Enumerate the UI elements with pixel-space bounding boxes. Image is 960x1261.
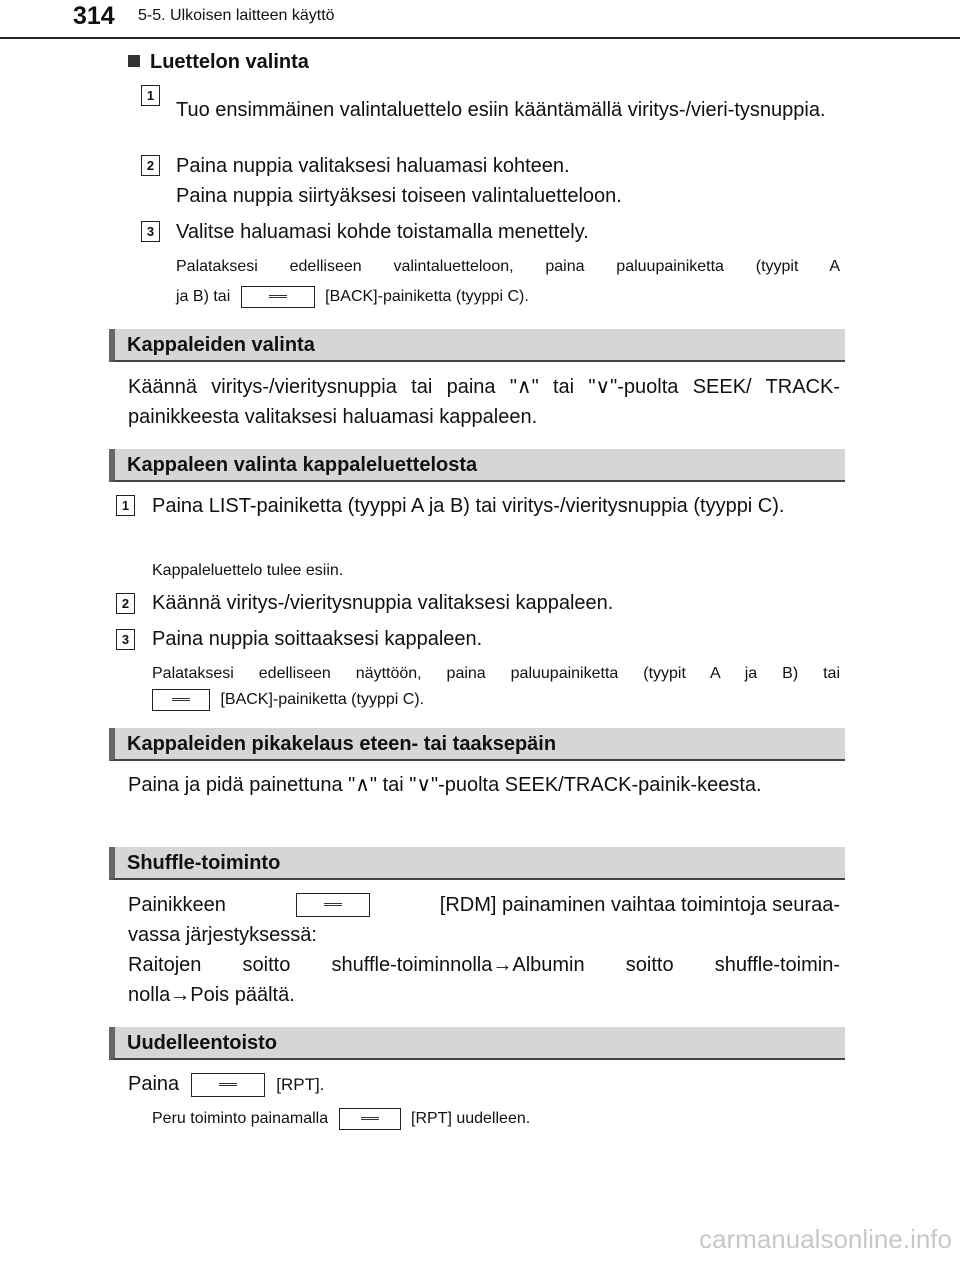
repeat-body: Paina [RPT]. bbox=[128, 1073, 325, 1095]
shuffle-line: Raitojen soitto shuffle-toiminnolla→Albumin soitto shuffle-toimin- bbox=[128, 954, 840, 976]
list-selection-heading: Luettelon valinta bbox=[128, 51, 309, 74]
step-text: Paina nuppia siirtyäksesi toiseen valintaluetteloon. bbox=[176, 185, 622, 207]
step-text: Paina LIST-painiketta (tyyppi A ja B) tai viritys-/vieritysnuppia (tyyppi C). bbox=[152, 495, 785, 517]
section-bar-track-list: Kappaleen valinta kappaleluettelosta bbox=[109, 449, 845, 482]
fast-forward-body: Paina ja pidä painettuna "∧" tai "∨"-puolta SEEK/TRACK-painik-keesta. bbox=[128, 774, 762, 796]
section-bar-repeat: Uudelleentoisto bbox=[109, 1027, 845, 1060]
step-badge: 2 bbox=[141, 155, 160, 176]
back-button-icon bbox=[241, 286, 315, 308]
section-bar-shuffle: Shuffle-toiminto bbox=[109, 847, 845, 880]
watermark: carmanualsonline.info bbox=[699, 1224, 952, 1254]
step-badge: 2 bbox=[116, 593, 135, 614]
back-button-icon bbox=[152, 689, 210, 711]
step-badge: 3 bbox=[141, 221, 160, 242]
section-bar-fast-forward: Kappaleiden pikakelaus eteen- tai taaksepäin bbox=[109, 728, 845, 761]
section-bar-track-selection: Kappaleiden valinta bbox=[109, 329, 845, 362]
shuffle-line: vassa järjestyksessä: bbox=[128, 924, 317, 946]
step-badge: 1 bbox=[141, 85, 160, 106]
rdm-button-icon bbox=[296, 893, 370, 917]
track-selection-body: Käännä viritys-/vieritysnuppia tai paina "∧" tai "∨"-puolta SEEK/ TRACK-painikkeesta valitaksesi haluamasi kappaleen. bbox=[128, 376, 840, 428]
step-text: Paina nuppia valitaksesi haluamasi kohteen. bbox=[176, 155, 570, 177]
header-divider bbox=[0, 37, 960, 39]
step-text: Valitse haluamasi kohde toistamalla menettely. bbox=[176, 221, 589, 243]
step-badge: 1 bbox=[116, 495, 135, 516]
shuffle-line: Painikkeen [RDM] painaminen vaihtaa toimintoja seuraa- bbox=[128, 894, 840, 916]
rpt-button-icon bbox=[339, 1108, 401, 1130]
step-text: Paina nuppia soittaaksesi kappaleen. bbox=[152, 628, 483, 650]
section-title: 5-5. Ulkoisen laitteen käyttö bbox=[138, 7, 335, 24]
step-text: Käännä viritys-/vieritysnuppia valitaksesi kappaleen. bbox=[152, 592, 614, 614]
note-text: Kappaleluettelo tulee esiin. bbox=[152, 562, 344, 579]
note-text: Palataksesi edelliseen valintaluetteloon, paina paluupainiketta (tyypit A bbox=[176, 258, 840, 275]
note-text: ja B) tai [BACK]-painiketta (tyyppi C). bbox=[176, 283, 529, 311]
step-badge: 3 bbox=[116, 629, 135, 650]
note-text: Palataksesi edelliseen näyttöön, paina paluupainiketta (tyypit A ja B) tai bbox=[152, 665, 840, 682]
note-text: [BACK]-painiketta (tyyppi C). bbox=[152, 686, 424, 714]
step-text: Tuo ensimmäinen valintaluettelo esiin kääntämällä viritys-/vieri-tysnuppia. bbox=[176, 99, 826, 121]
rpt-button-icon bbox=[191, 1073, 265, 1097]
page-number: 314 bbox=[73, 2, 115, 30]
shuffle-line: nolla→Pois päältä. bbox=[128, 984, 295, 1006]
square-bullet-icon bbox=[128, 55, 140, 67]
repeat-note: Peru toiminto painamalla [RPT] uudelleen. bbox=[152, 1105, 530, 1133]
